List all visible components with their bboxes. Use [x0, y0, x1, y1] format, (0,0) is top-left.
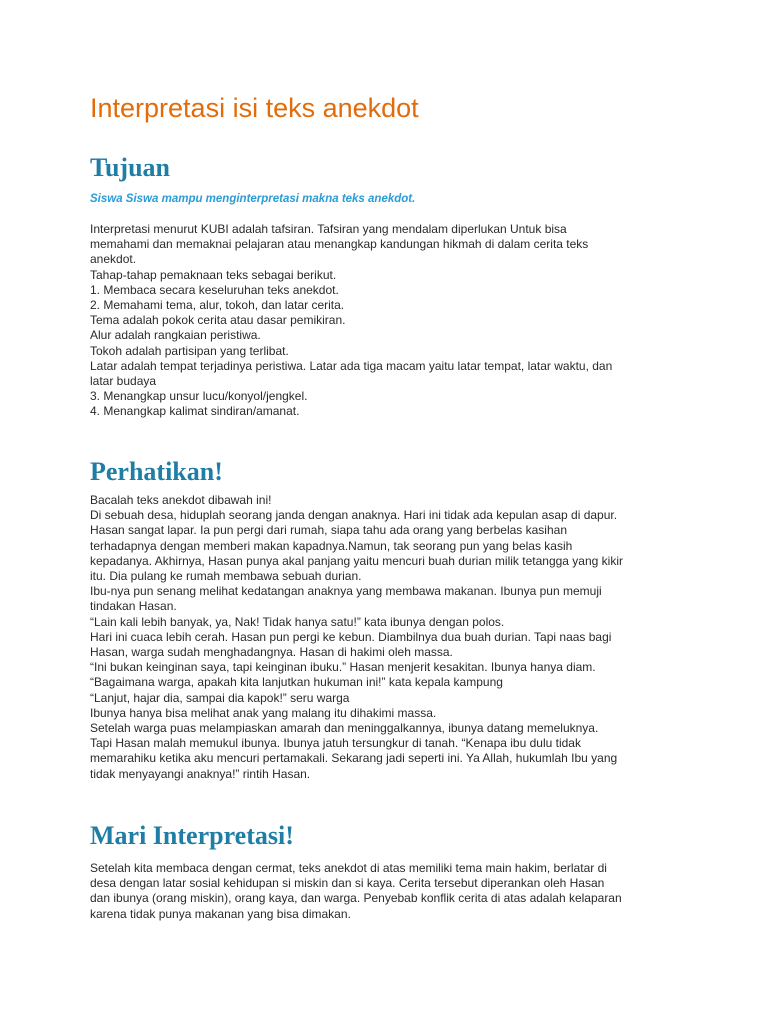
text-line: “Lanjut, hajar dia, sampai dia kapok!” seru warga	[90, 690, 350, 705]
text-line: latar budaya	[90, 374, 157, 389]
text-line: kepadanya. Akhirnya, Hasan punya akal panjang yaitu mencuri buah durian milik tetangga yang kikir	[90, 553, 623, 568]
text-line: Hari ini cuaca lebih cerah. Hasan pun pergi ke kebun. Diambilnya dua buah durian. Tapi naas bagi	[90, 629, 612, 644]
text-line: “Bagaimana warga, apakah kita lanjutkan hukuman ini!” kata kepala kampung	[90, 675, 503, 690]
text-line: memarahiku ketika aku mencuri pertamakali. Sekarang jadi seperti ini. Ya Allah, hukumlah Ibu yang	[90, 751, 618, 766]
text-line: Tapi Hasan malah memukul ibunya. Ibunya jatuh tersungkur di tanah. “Kenapa ibu dulu tidak	[90, 736, 581, 751]
text-line: anekdot.	[90, 252, 137, 267]
text-line: 4. Menangkap kalimat sindiran/amanat.	[90, 404, 300, 419]
text-line: memahami dan memaknai pelajaran atau menangkap kandungan hikmah di dalam cerita teks	[90, 237, 589, 252]
text-line: “Ini bukan keinginan saya, tapi keinginan ibuku.” Hasan menjerit kesakitan. Ibunya hanya diam.	[90, 660, 596, 675]
text-line: itu. Dia pulang ke rumah membawa sebuah durian.	[90, 569, 362, 584]
text-line: Tahap-tahap pemaknaan teks sebagai berikut.	[90, 267, 337, 282]
text-line: terhadapnya dengan memberi makan kapadnya.Namun, tak seorang pun yang belas kasih	[90, 538, 573, 553]
text-line: Ibu-nya pun senang melihat kedatangan anaknya yang membawa makanan. Ibunya pun memuji	[90, 584, 602, 599]
text-line: Tema adalah pokok cerita atau dasar pemikiran.	[90, 313, 346, 328]
tujuan-body	[90, 222, 612, 420]
page-title: Interpretasi isi teks anekdot	[90, 93, 419, 123]
text-line: desa dengan latar sosial kehidupan si miskin dan si kaya. Cerita tersebut diperankan oleh Hasan	[90, 876, 605, 891]
text-line: Latar adalah tempat terjadinya peristiwa. Latar ada tiga macam yaitu latar tempat, latar waktu, dan	[90, 358, 613, 373]
text-line: Ibunya hanya bisa melihat anak yang malang itu dihakimi massa.	[90, 705, 437, 720]
mari-body	[90, 861, 622, 922]
text-line: tindakan Hasan.	[90, 599, 177, 614]
text-line: “Lain kali lebih banyak, ya, Nak! Tidak hanya satu!” kata ibunya dengan polos.	[90, 614, 505, 629]
text-line: tidak menyayangi anaknya!” rintih Hasan.	[90, 766, 311, 781]
tujuan-lead: Siswa Siswa mampu menginterpretasi makna teks anekdot.	[90, 193, 416, 205]
text-line: Hasan sangat lapar. Ia pun pergi dari rumah, siapa tahu ada orang yang berbelas kasihan	[90, 523, 567, 538]
text-line: Di sebuah desa, hiduplah seorang janda dengan anaknya. Hari ini tidak ada kepulan asap di dapur.	[90, 508, 618, 523]
text-line: karena tidak punya makanan yang bisa dimakan.	[90, 906, 351, 921]
heading-tujuan: Tujuan	[90, 153, 170, 182]
text-line: Hasan, warga sudah menghadangnya. Hasan di hakimi oleh massa.	[90, 645, 453, 660]
heading-perhatikan: Perhatikan!	[90, 457, 223, 486]
text-line: Setelah kita membaca dengan cermat, teks anekdot di atas memiliki tema main hakim, berlatar di	[90, 861, 607, 875]
text-line: dan ibunya (orang miskin), orang kaya, dan warga. Penyebab konflik cerita di atas adalah kelaparan	[90, 891, 622, 906]
perhatikan-body	[90, 493, 623, 782]
text-line: 2. Memahami tema, alur, tokoh, dan latar cerita.	[90, 298, 345, 313]
text-line: 1. Membaca secara keseluruhan teks anekdot.	[90, 282, 339, 297]
text-line: Interpretasi menurut KUBI adalah tafsiran. Tafsiran yang mendalam diperlukan Untuk bisa	[90, 222, 567, 236]
text-line: 3. Menangkap unsur lucu/konyol/jengkel.	[90, 389, 308, 404]
text-line: Bacalah teks anekdot dibawah ini!	[90, 493, 272, 507]
text-line: Setelah warga puas melampiaskan amarah dan meninggalkannya, ibunya datang memeluknya.	[90, 721, 599, 736]
heading-mari-interpretasi: Mari Interpretasi!	[90, 821, 294, 850]
text-line: Alur adalah rangkaian peristiwa.	[90, 328, 261, 343]
text-line: Tokoh adalah partisipan yang terlibat.	[90, 343, 289, 358]
